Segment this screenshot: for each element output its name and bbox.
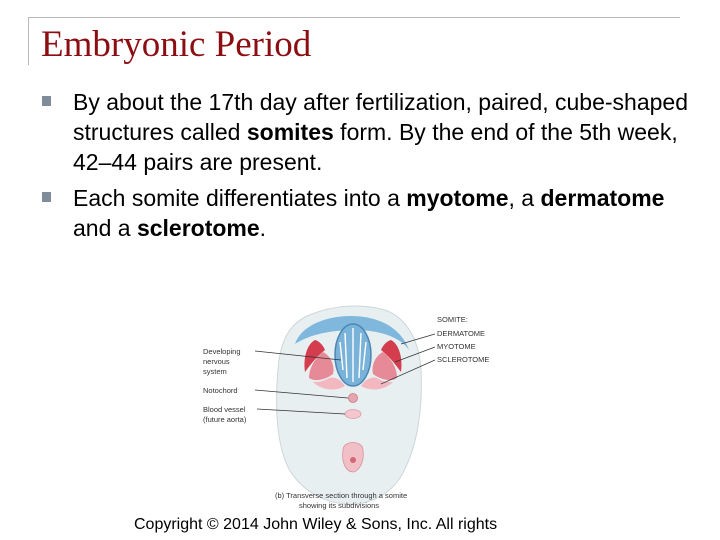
bullet-list xyxy=(42,87,702,249)
bullet-item-somites xyxy=(42,87,702,177)
term-myotome: myotome xyxy=(406,185,509,211)
slide-title: Embryonic Period xyxy=(41,24,312,65)
somite-cross-section-figure xyxy=(195,300,560,510)
figure-caption-line1: (b) Transverse section through a somite xyxy=(275,491,408,500)
somite-heading-label: SOMITE: xyxy=(437,315,468,324)
term-sclerotome: sclerotome xyxy=(136,215,260,241)
bullet-text: , a xyxy=(508,185,541,211)
sclerotome-label: SCLEROTOME xyxy=(437,355,490,364)
myotome-label: MYOTOME xyxy=(437,342,476,351)
dermatome-label: DERMATOME xyxy=(437,329,486,338)
square-bullet-icon xyxy=(42,192,51,202)
blood-vessel-aorta xyxy=(345,410,361,419)
notochord-label: Notochord xyxy=(203,386,238,395)
nervous-system-label-line1: Developing xyxy=(203,347,241,356)
title-frame-line xyxy=(28,17,680,18)
nervous-system-label-line3: system xyxy=(203,367,227,376)
notochord xyxy=(349,394,358,403)
title-frame-corner xyxy=(28,17,29,65)
bullet-text: Each somite differentiates into a xyxy=(73,185,407,211)
bullet-text: . xyxy=(259,215,267,241)
bullet-text: and a xyxy=(73,215,137,241)
square-bullet-icon xyxy=(42,96,51,106)
term-dermatome: dermatome xyxy=(540,185,665,211)
blood-vessel-label-line2: (future aorta) xyxy=(203,415,247,424)
figure-caption-line2: showing its subdivisions xyxy=(299,501,380,510)
gut-lumen xyxy=(350,457,356,463)
term-somites: somites xyxy=(246,119,334,145)
bullet-text: form. By the end of the 5th week, 42–44 pairs are present. xyxy=(73,119,678,175)
nervous-system-label-line2: nervous xyxy=(203,357,230,366)
bullet-text: By about the 17th day after fertilization, paired, cube-shaped structures called xyxy=(73,89,689,145)
blood-vessel-label-line1: Blood vessel xyxy=(203,405,246,414)
copyright-notice: Copyright © 2014 John Wiley & Sons, Inc. All rights xyxy=(134,516,498,533)
bullet-item-differentiation xyxy=(42,183,702,243)
